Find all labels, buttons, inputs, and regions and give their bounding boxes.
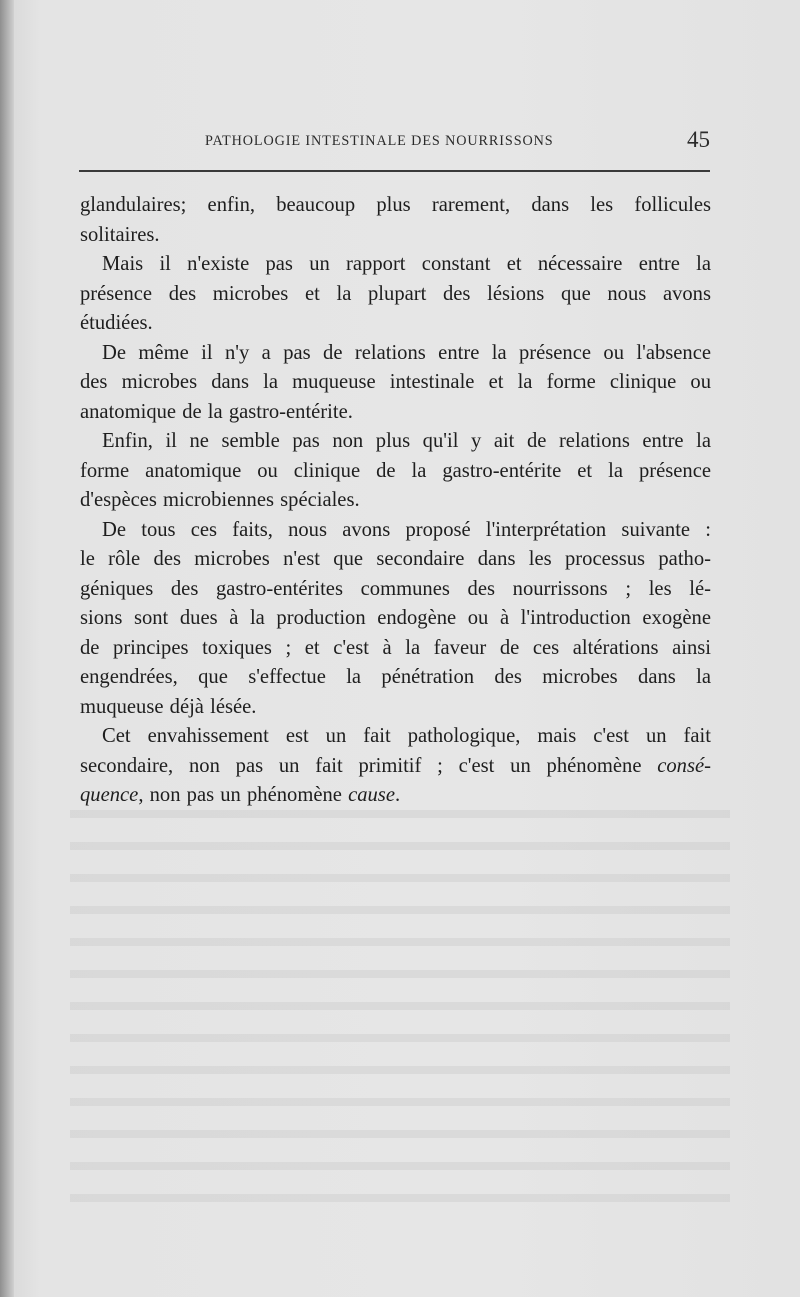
text-line: Mais il n'existe pas un rapport constant et nécessaire entre la: [102, 253, 711, 275]
page-gutter-shadow: [0, 0, 14, 1297]
text-run: .: [394, 784, 401, 806]
text-run: secondaire, non pas un fait primitif ; c'est un phénomène: [80, 754, 658, 777]
text-line: étudiées.: [80, 312, 153, 334]
text-line: géniques des gastro-entérites communes des nourrissons ; les lé-: [80, 577, 711, 600]
page-number: 45: [687, 127, 710, 152]
text-line: de principes toxiques ; et c'est à la faveur de ces altérations ainsi: [80, 636, 711, 659]
text-line: d'espèces microbiennes spéciales.: [80, 489, 360, 511]
text-line: glandulaires; enfin, beaucoup plus rarement, dans les follicules: [80, 194, 711, 216]
show-through-texture: [70, 800, 730, 1220]
text-line: De même il n'y a pas de relations entre la présence ou l'absence: [102, 341, 711, 364]
body-text: [80, 191, 711, 811]
text-line: [80, 752, 711, 782]
text-line: présence des microbes et la plupart des lésions que nous avons: [80, 282, 711, 305]
text-line: forme anatomique ou clinique de la gastro-entérite et la présence: [80, 459, 711, 482]
text-line: solitaires.: [80, 223, 160, 246]
running-title: PATHOLOGIE INTESTINALE DES NOURRISSONS: [205, 133, 554, 149]
text-line: Enfin, il ne semble pas non plus qu'il y ait de relations entre la: [102, 430, 711, 452]
italic-term: quence: [80, 784, 139, 806]
text-line: De tous ces faits, nous avons proposé l'interprétation suivante :: [102, 518, 711, 541]
italic-term: consé-: [657, 754, 711, 777]
text-line: le rôle des microbes n'est que secondaire dans les processus patho-: [80, 548, 711, 570]
text-line: Cet envahissement est un fait pathologique, mais c'est un fait: [102, 725, 711, 747]
text-run: , non pas un phénomène: [138, 784, 349, 806]
text-line: muqueuse déjà lésée.: [80, 695, 257, 718]
italic-term: cause: [348, 784, 395, 806]
header-rule: [79, 170, 710, 172]
text-line: sions sont dues à la production endogène ou à l'introduction exogène: [80, 607, 711, 629]
text-line: des microbes dans la muqueuse intestinale et la forme clinique ou: [80, 371, 711, 393]
text-line: anatomique de la gastro-entérite.: [80, 400, 353, 423]
text-line: engendrées, que s'effectue la pénétration des microbes dans la: [80, 666, 711, 688]
